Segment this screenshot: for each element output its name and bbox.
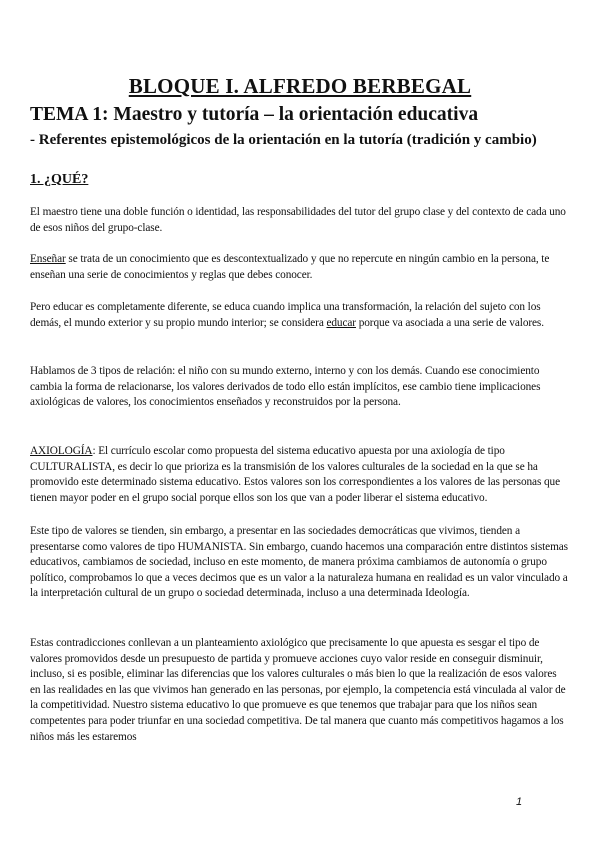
paragraph-6: Este tipo de valores se tienden, sin embargo, a presentar en las sociedades democráticas que vivimos, tienden a presentarse como valores de tipo HUMANISTA. Sin embargo, cuando hacemos una comparación entre distintos sistemas educativos, cambiamos de sociedad, incluso en este momento, de manera próxima cambiamos de autonomía o grupo político, comprobamos lo que a veces decimos que es un valor a la naturaleza humana en realidad es un valor vinculado a la interpretación cultural de un grupo o sociedad determinada, incluso a una determinada Ideología. (30, 525, 568, 600)
paragraph-3-text-b: porque va asociada a una serie de valores. (355, 316, 544, 329)
subtopic-heading: - Referentes epistemológicos de la orientación en la tutoría (tradición y cambio) (30, 132, 537, 148)
paragraph-3 (30, 300, 568, 331)
section-heading: 1. ¿QUÉ? (30, 172, 89, 187)
paragraph-1: El maestro tiene una doble función o identidad, las responsabilidades del tutor del grupo clase y del contexto de cada uno de esos niños del grupo-clase. (30, 206, 566, 234)
term-ensenar: Enseñar (30, 253, 66, 265)
paragraph-5 (30, 444, 568, 506)
paragraph-4: Hablamos de 3 tipos de relación: el niño con su mundo externo, interno y con los demás. Cuando ese conocimiento cambia la forma de relacionarse, los valores derivados de todo ello están implícitos, ese cambio tiene implicaciones axiológicas de valores, los conocimientos enseñados y reconstruidos por la persona. (30, 365, 541, 409)
page-number: 1 (516, 796, 523, 808)
paragraph-2 (30, 252, 568, 283)
paragraph-7: Estas contradicciones conllevan a un planteamiento axiológico que precisamente lo que apuesta es sesgar el tipo de valores promovidos desde un presupuesto de partida y promueve acciones cuyo valor reside en conseguir disminuir, incluso, si es posible, eliminar las diferencias que los valores culturales o más bien lo que la realización de esos valores en las realidades en las que vivimos han generado en las personas, por ejemplo, la competencia está vinculada al valor de la competitividad. Nuestro sistema educativo lo que promueve es que tenemos que trabajar para que los niños sean competentes para poder triunfar en una sociedad competitiva. De tal manera que cuanto más competitivos hagamos a los niños más les estaremos (30, 637, 566, 743)
topic-heading: TEMA 1: Maestro y tutoría – la orientación educativa (30, 104, 479, 125)
paragraph-3-text-a: Pero educar es completamente diferente, se educa cuando implica una transformación, la relación del sujeto con los demás, el mundo exterior y su propio mundo interior; se considera (30, 301, 541, 329)
paragraph-5-text: : El currículo escolar como propuesta del sistema educativo apuesta por una axiología de tipo CULTURALISTA, es decir lo que prioriza es la transmisión de los valores culturales de la sociedad en la que se ha promovido este determinado sistema educativo. Estos valores son los correspondientes a los valores de las personas que tienen mayor poder en el grupo social porque ellos son los que van a poder liberar el sistema educativo. (30, 445, 561, 504)
paragraph-2-text: se trata de un conocimiento que es descontextualizado y que no repercute en ningún cambio en la persona, te enseñan una serie de conocimientos y reglas que debes conocer. (30, 253, 550, 281)
term-axiologia: AXIOLOGÍA (30, 445, 93, 457)
term-educar: educar (326, 316, 356, 329)
document-title: BLOQUE I. ALFREDO BERBEGAL (128, 74, 472, 98)
